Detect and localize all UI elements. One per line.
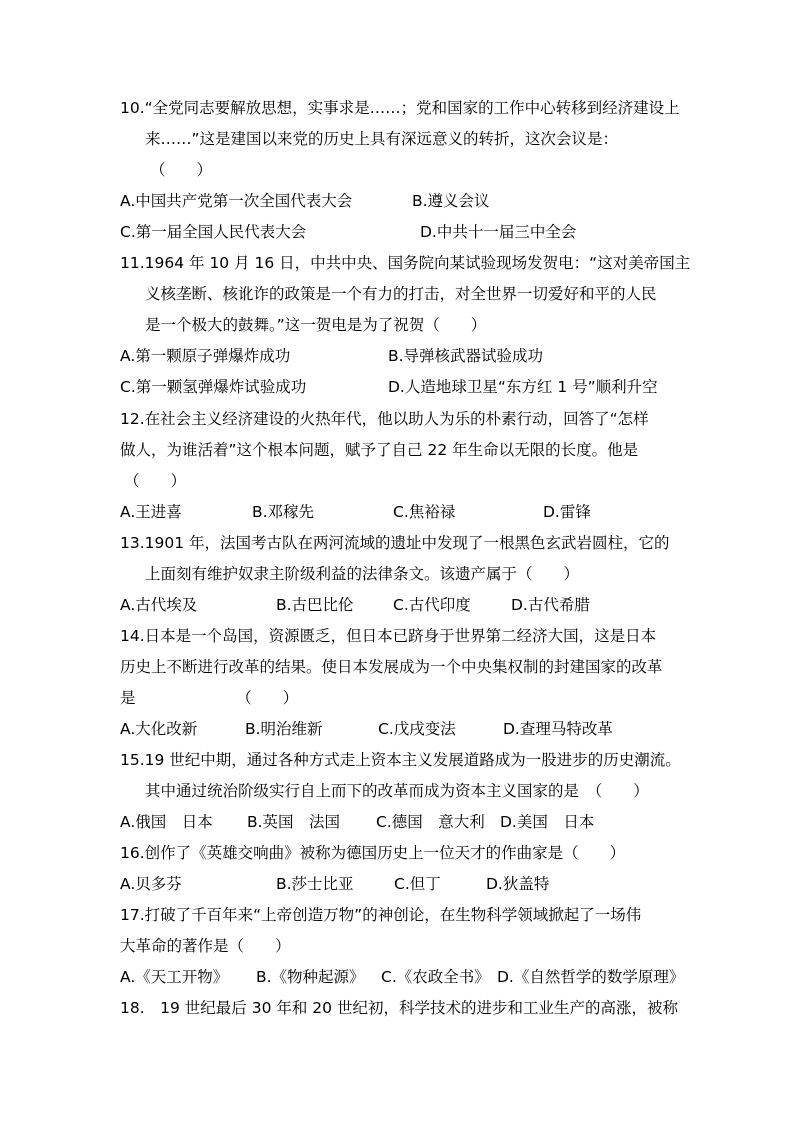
- question-16-line-1: 16.创作了《英雄交响曲》被称为德国历史上一位天才的作曲家是（ ）: [120, 844, 626, 862]
- question-11-line-2: 义核垄断、核讹诈的政策是一个有力的打击，对全世界一切爱好和平的人民: [145, 285, 657, 303]
- question-13-option-c: C.古代印度: [393, 596, 471, 614]
- question-12-option-c: C.焦裕禄: [393, 503, 456, 521]
- question-14-option-b: B.明治维新: [245, 720, 323, 738]
- question-10-option-b: B.遵义会议: [412, 192, 490, 210]
- question-17-option-d: D.《自然哲学的数学原理》: [497, 968, 685, 986]
- question-17-line-2: 大革命的著作是（ ）: [120, 937, 291, 955]
- question-18-line-1: 18. 19 世纪最后 30 年和 20 世纪初，科学技术的进步和工业生产的高涨，被称: [120, 999, 678, 1017]
- question-10-option-d: D.中共十一届三中全会: [420, 223, 577, 241]
- question-11-option-c: C.第一颗氢弹爆炸试验成功: [120, 378, 307, 396]
- question-12-line-1: 12.在社会主义经济建设的火热年代，他以助人为乐的朴素行动，回答了“怎样: [120, 410, 649, 428]
- question-16-option-a: A.贝多芬: [120, 875, 182, 893]
- question-16-option-b: B.莎士比亚: [276, 875, 354, 893]
- question-17-option-a: A.《天工开物》: [120, 968, 229, 986]
- question-10-line-2: 来……”这是建国以来党的历史上具有深远意义的转折，这次会议是：: [145, 130, 619, 148]
- question-12-option-d: D.雷锋: [543, 503, 591, 521]
- question-14-line-2: 历史上不断进行改革的结果。使日本发展成为一个中央集权制的封建国家的改革: [120, 658, 663, 676]
- question-12-option-b: B.邓稼先: [252, 503, 315, 521]
- question-12-line-2: 做人，为谁活着”这个根本问题，赋予了自己 22 年生命以无限的长度。他是: [120, 441, 639, 459]
- question-17-option-b: B.《物种起源》: [256, 968, 365, 986]
- question-11-option-a: A.第一颗原子弹爆炸成功: [120, 347, 291, 365]
- question-14-option-c: C.戊戌变法: [378, 720, 456, 738]
- question-16-option-c: C.但丁: [394, 875, 441, 893]
- question-11-option-d: D.人造地球卫星“东方红 1 号”顺利升空: [388, 378, 658, 396]
- question-16-option-d: D.狄盖特: [486, 875, 550, 893]
- question-11-option-b: B.导弹核武器试验成功: [388, 347, 544, 365]
- question-13-line-2: 上面刻有维护奴隶主阶级利益的法律条文。该遗产属于（ ）: [145, 565, 580, 583]
- question-13-line-1: 13.1901 年，法国考古队在两河流域的遗址中发现了一根黑色玄武岩圆柱，它的: [120, 534, 670, 552]
- question-15-option-a: A.俄国 日本: [120, 813, 213, 831]
- question-11-line-3: 是一个极大的鼓舞。”这一贺电是为了祝贺（ ）: [145, 316, 487, 334]
- question-14-line-1: 14.日本是一个岛国，资源匮乏，但日本已跻身于世界第二经济大国，这是日本: [120, 627, 657, 645]
- question-15-option-b: B.英国 法国: [247, 813, 341, 831]
- question-14-line-3: 是 （ ）: [120, 689, 299, 707]
- question-13-option-d: D.古代希腊: [511, 596, 590, 614]
- question-14-option-d: D.查理马特改革: [503, 720, 613, 738]
- question-17-line-1: 17.打破了千百年来“上帝创造万物”的神创论，在生物科学领域掀起了一场伟: [120, 906, 642, 924]
- question-15-option-c: C.德国 意大利: [376, 813, 485, 831]
- question-14-option-a: A.大化改新: [120, 720, 198, 738]
- question-15-line-1: 15.19 世纪中期，通过各种方式走上资本主义发展道路成为一股进步的历史潮流。: [120, 751, 681, 769]
- question-10-option-a: A.中国共产党第一次全国代表大会: [120, 192, 353, 210]
- question-12-line-3: （ ）: [124, 472, 187, 490]
- question-10-line-3: （ ）: [150, 161, 213, 179]
- question-10-line-1: 10.“全党同志要解放思想，实事求是……；党和国家的工作中心转移到经济建设上: [120, 99, 680, 117]
- question-15-line-2: 其中通过统治阶级实行自上而下的改革而成为资本主义国家的是 （ ）: [145, 782, 649, 800]
- question-13-option-b: B.古巴比伦: [276, 596, 354, 614]
- question-10-option-c: C.第一届全国人民代表大会: [120, 223, 307, 241]
- question-15-option-d: D.美国 日本: [500, 813, 595, 831]
- question-13-option-a: A.古代埃及: [120, 596, 198, 614]
- question-11-line-1: 11.1964 年 10 月 16 日，中共中央、国务院向某试验现场发贺电：“这对美帝国主: [120, 254, 691, 272]
- question-12-option-a: A.王进喜: [120, 503, 182, 521]
- question-17-option-c: C.《农政全书》: [381, 968, 490, 986]
